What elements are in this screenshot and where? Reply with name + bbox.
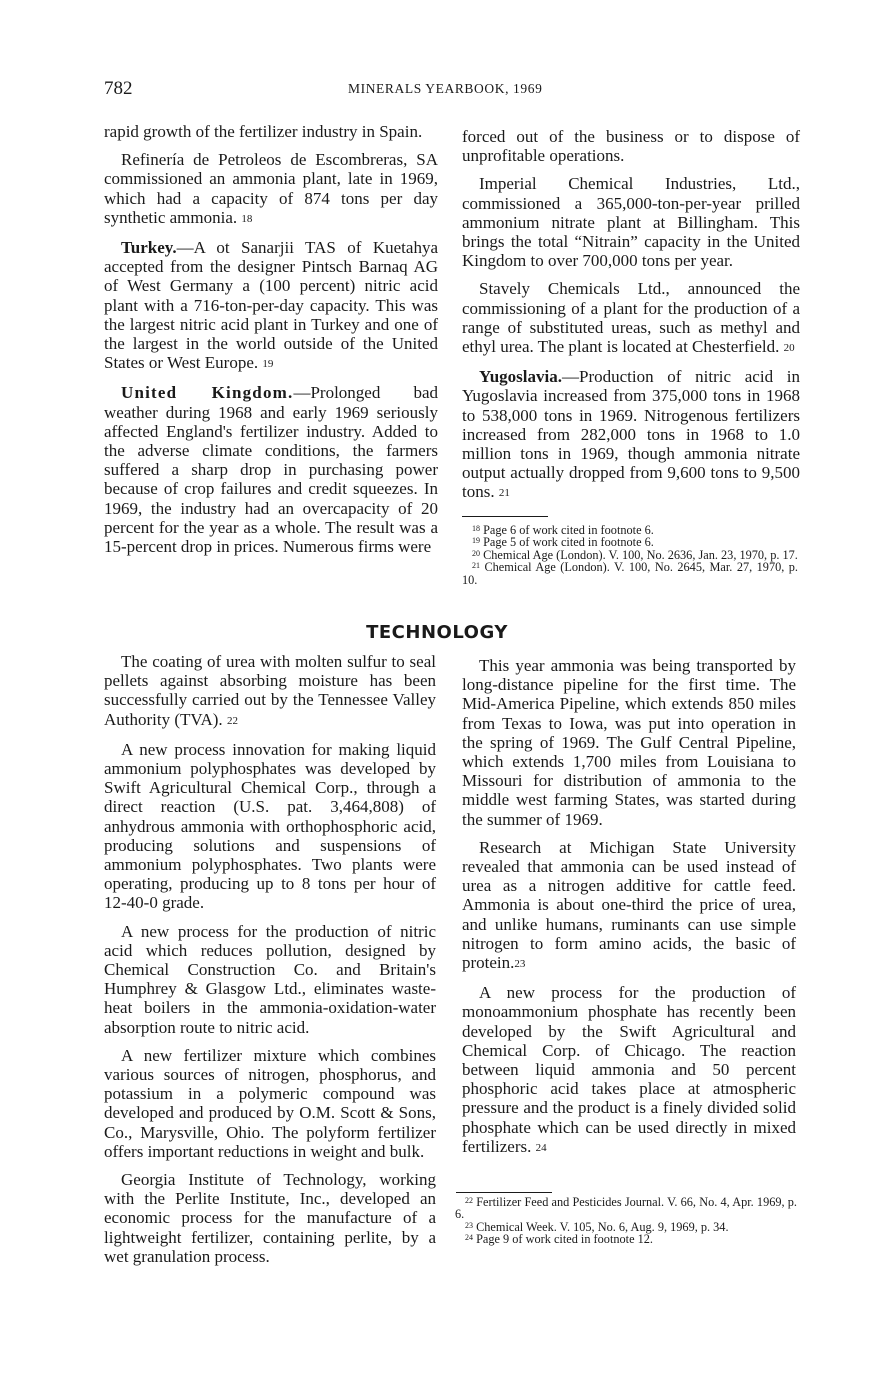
bottom-right-column <box>462 656 796 1167</box>
paragraph: Stavely Chemicals Ltd., announced the commissioning of a plant for the production of a range of substituted ureas, such as methyl and ethyl urea. The plant is located at Chesterfield. 20 <box>462 279 800 357</box>
footnote-ref: 22 <box>226 714 238 727</box>
paragraph: Turkey.—A ot Sanarjii TAS of Kuetahya accepted from the designer Pintsch Barnaq AG of West Germany a (100 percent) nitric acid plant with a 716-ton-per-day capacity. This was the largest nitric acid plant in Turkey and one of the largest in the world outside of the United States or West Europe. 19 <box>104 238 438 373</box>
top-right-column <box>462 127 800 513</box>
paragraph: A new fertilizer mixture which combines various sources of nitrogen, phosphorus, and potassium in a polymeric compound was developed and produced by O.M. Scott & Sons, Co., Marysville, Ohio. The polyform fertilizer offers important reductions in weight and bulk. <box>104 1045 436 1161</box>
footnote-ref: 21 <box>498 487 510 500</box>
paragraph: forced out of the business or to dispose of unprofitable operations. <box>462 127 800 166</box>
paragraph: Georgia Institute of Technology, working with the Perlite Institute, Inc., developed an economic process for the manufacture of a lightweight fertilizer, containing perlite, by a wet granulation process. <box>104 1170 436 1266</box>
section-heading-yugoslavia: Yugoslavia. <box>479 367 562 387</box>
running-title: MINERALS YEARBOOK, 1969 <box>348 81 543 96</box>
paragraph: A new process for the production of monoammonium phosphate has recently been developed by the Swift Agricultural and Chemical Corp. of Chicago. The reaction between liquid ammonia and 50 percent phosphoric acid takes place at atmospheric pressure and the product is a finely divided solid phosphate which can be used directly in mixed fertilizers. 24 <box>462 983 796 1156</box>
paragraph: Yugoslavia.—Production of nitric acid in Yugoslavia increased from 375,000 tons in 1968 to 538,000 tons in 1969. Nitrogenous fertilizers increased from 282,000 tons in 1968 to 1.0 million tons in 1969, though ammonia nitrate output actually dropped from 9,600 tons to 9,500 tons. 21 <box>462 367 800 502</box>
footnotes-top <box>462 524 798 586</box>
footnote-ref: 19 <box>262 358 274 371</box>
paragraph: Refinería de Petroleos de Escombreras, SA commissioned an ammonia plant, late in 1969, which had a capacity of 874 tons per day synthetic ammonia. 18 <box>104 150 438 227</box>
section-title: TECHNOLOGY <box>366 622 508 643</box>
footnote: $^{21}$ Chemical Age (London). V. 100, No. 2645, Mar. 27, 1970, p. 10. <box>462 560 798 587</box>
paragraph: United Kingdom.—Prolonged bad weather during 1968 and early 1969 seriously affected England's fertilizer industry. Added to the adverse climate conditions, the farmers suffered a sharp drop in purchasing power because of crop failures and credit squeezes. In 1969, the industry had an overcapacity of 20 percent for the year as a whole. The result was a 15-percent drop in prices. Numerous firms were <box>104 383 438 557</box>
footnote-ref: 20 <box>783 342 795 355</box>
page-number: 782 <box>104 78 133 99</box>
page-header <box>104 78 804 102</box>
bottom-left-column <box>104 652 436 1275</box>
footnote-ref: 24 <box>535 1141 547 1154</box>
footnote: $^{19}$ Page 5 of work cited in footnote 6. <box>472 535 654 550</box>
paragraph: rapid growth of the fertilizer industry in Spain. <box>104 122 423 141</box>
footnote: $^{20}$ Chemical Age (London). V. 100, No. 2636, Jan. 23, 1970, p. 17. <box>472 547 798 562</box>
paragraph: Imperial Chemical Industries, Ltd., commissioned a 365,000-ton-per-year prilled ammonium nitrate plant at Billingham. This brings the total “Nitrain” capacity in the United Kingdom to over 700,000 tons per year. <box>462 174 800 271</box>
paragraph: Research at Michigan State University revealed that ammonia can be used instead of urea as a nitrogen additive for cattle feed. Ammonia is about one-third the price of urea, and unlike humans, ruminants can use simple nitrogen to form amino acids, the basic of protein.23 <box>462 837 796 973</box>
footnote-divider <box>462 516 548 517</box>
paragraph: A new process for the production of nitric acid which reduces pollution, designed by Chemical Construction Co. and Britain's Humphrey & Glasgow Ltd., eliminates waste-heat boilers in the ammonia-oxidation-water absorption route to nitric acid. <box>104 921 436 1037</box>
top-left-column <box>104 122 438 565</box>
paragraph: This year ammonia was being transported by long-distance pipeline for the first time. The Mid-America Pipeline, which extends 850 miles from Texas to Iowa, was put into operation in the spring of 1969. The Gulf Central Pipeline, which extends 1,700 miles from Louisiana to Missouri for distribution of ammonia to the middle west farming States, was started during the summer of 1969. <box>462 656 796 829</box>
footnote: $^{24}$ Page 9 of work cited in footnote 12. <box>465 1232 653 1247</box>
paragraph: The coating of urea with molten sulfur to seal pellets against absorbing moisture has been successfully carried out by the Tennessee Valley Authority (TVA). 22 <box>104 652 436 729</box>
footnote: $^{18}$ Page 6 of work cited in footnote 6. <box>472 523 654 537</box>
paragraph: A new process innovation for making liquid ammonium polyphosphates was developed by Swift Agricultural Chemical Corp., through a direct reaction (U.S. pat. 3,464,808) of anhydrous ammonia with orthophosphoric acid, producing solutions and suspensions of ammonium polyphosphates. Two plants were operating, producing up to 8 tons per hour of 12-40-0 grade. <box>104 739 436 913</box>
footnote-ref: 18 <box>241 212 253 225</box>
footnote: $^{23}$ Chemical Week. V. 105, No. 6, Aug. 9, 1969, p. 34. <box>465 1219 729 1234</box>
footnote: $^{22}$ Fertilizer Feed and Pesticides Journal. V. 66, No. 4, Apr. 1969, p. 6. <box>455 1195 797 1222</box>
section-heading-united-kingdom: United Kingdom. <box>121 383 294 403</box>
footnote-divider <box>456 1192 552 1193</box>
footnote-ref: 23 <box>514 958 526 971</box>
section-heading-turkey: Turkey. <box>121 238 177 258</box>
footnotes-bottom <box>455 1196 797 1246</box>
